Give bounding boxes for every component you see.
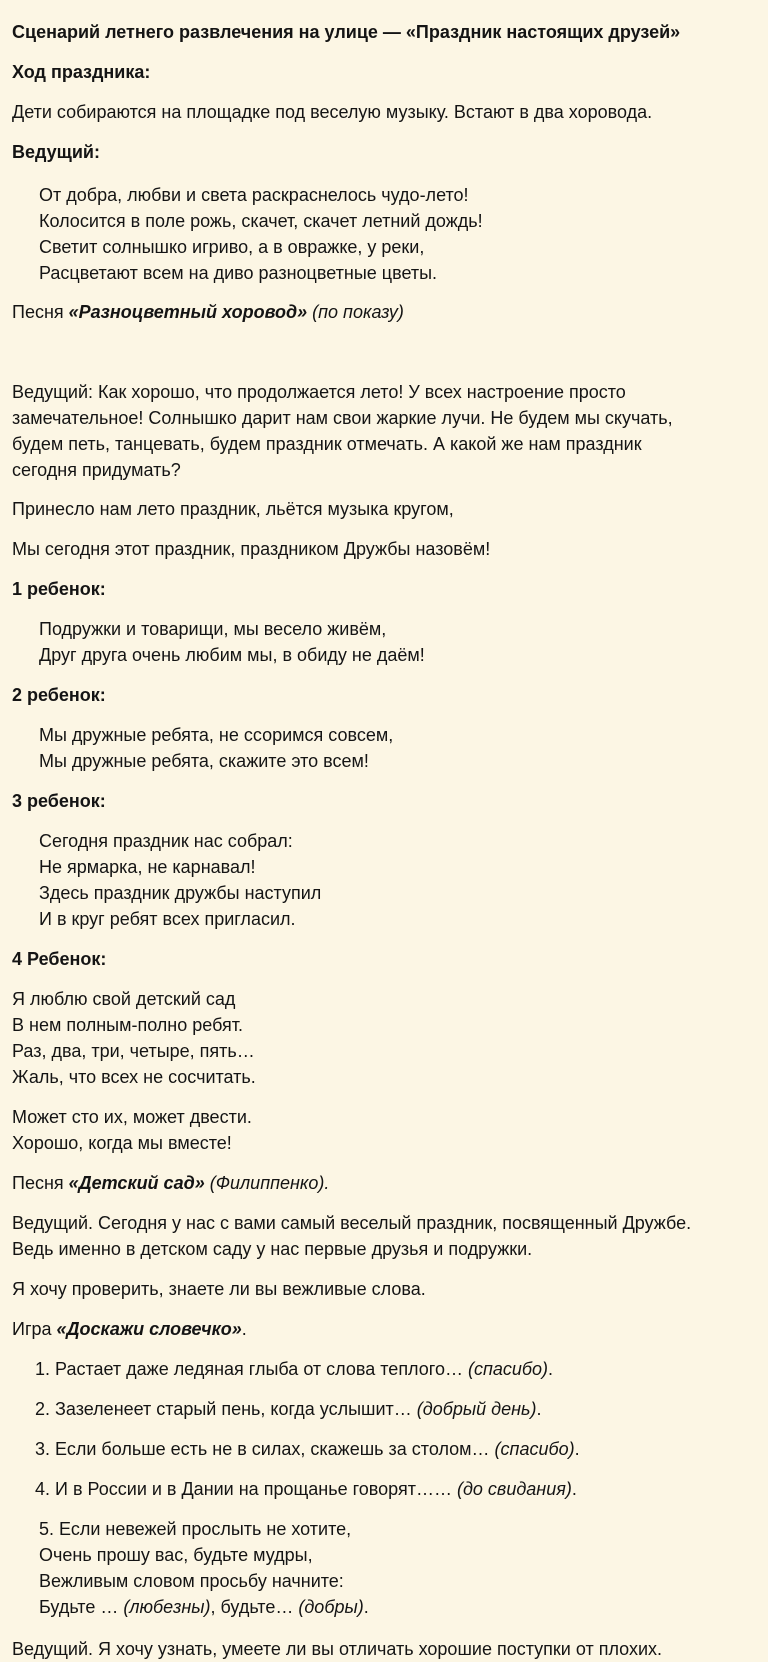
game-suffix: . (241, 1319, 247, 1339)
poem-line: Раз, два, три, четыре, пять… (12, 1041, 255, 1061)
song-note: (по показу) (307, 302, 404, 322)
game-name: «Доскажи словечко» (56, 1319, 242, 1339)
poem-line: В нем полным-полно ребят. (12, 1015, 243, 1035)
poem-line: Вежливым словом просьбу начните: (39, 1571, 344, 1591)
last-line: Ведущий. Я хочу узнать, умеете ли вы отличать хорошие поступки от плохих. (12, 1639, 663, 1659)
poem-line: Расцветают всем на диво разноцветные цветы. (39, 263, 438, 283)
text-part: , будьте… (210, 1597, 299, 1617)
poem-line: Подружки и товарищи, мы весело живём, (39, 619, 387, 639)
list-end: . (574, 1439, 580, 1459)
list-end: . (548, 1359, 554, 1379)
list-answer: (добрый день) (416, 1399, 537, 1419)
intro-text: Дети собираются на площадке под веселую музыку. Встают в два хоровода. (12, 102, 653, 122)
text-line: Принесло нам лето праздник, льётся музыка кругом, (12, 499, 454, 519)
list-item (35, 1476, 577, 1502)
song-note: (Филиппенко). (204, 1173, 330, 1193)
poem-line: От добра, любви и света раскраснелось чудо-лето! (39, 185, 469, 205)
list-answer: (спасибо) (494, 1439, 575, 1459)
speaker-paragraph: Ведь именно в детском саду у нас первые друзья и подружки. (12, 1239, 533, 1259)
song-line (12, 299, 404, 325)
child-label: 1 ребенок: (12, 579, 106, 599)
child-label: 3 ребенок: (12, 791, 106, 811)
speaker-paragraph: Ведущий. Сегодня у нас с вами самый веселый праздник, посвященный Дружбе. (12, 1213, 692, 1233)
list-number: 4. (35, 1479, 51, 1499)
list-text: Зазеленеет старый пень, когда услышит… (55, 1399, 417, 1419)
poem-line: Друг друга очень любим мы, в обиду не даём! (39, 645, 425, 665)
poem-line: 5. Если невежей прослыть не хотите, (39, 1519, 352, 1539)
text-part: . (363, 1597, 369, 1617)
doc-title: Сценарий летнего развлечения на улице — «Праздник настоящих друзей» (12, 22, 681, 42)
game-line (12, 1316, 247, 1342)
poem-line: Жаль, что всех не сосчитать. (12, 1067, 256, 1087)
answer-part: (добры) (298, 1597, 364, 1617)
speaker-paragraph: будем петь, танцевать, будем праздник отмечать. А какой же нам праздник (12, 434, 642, 454)
heading-hod: Ход праздника: (12, 62, 151, 82)
poem-line: Здесь праздник дружбы наступил (39, 883, 322, 903)
list-text: И в России и в Дании на прощанье говорят…… (55, 1479, 457, 1499)
list-number: 3. (35, 1439, 51, 1459)
poem-line: Мы дружные ребята, скажите это всем! (39, 751, 369, 771)
poem-line: Может сто их, может двести. (12, 1107, 252, 1127)
speaker-label: Ведущий: (12, 142, 100, 162)
poem-line: Я люблю свой детский сад (12, 989, 236, 1009)
list-answer: (до свидания) (456, 1479, 572, 1499)
poem-line: Сегодня праздник нас собрал: (39, 831, 293, 851)
song-name: «Детский сад» (68, 1173, 205, 1193)
song-prefix: Песня (12, 302, 69, 322)
text-line: Мы сегодня этот праздник, праздником Дружбы назовём! (12, 539, 491, 559)
list-number: 1. (35, 1359, 51, 1379)
speaker-paragraph: Ведущий: Как хорошо, что продолжается лето! У всех настроение просто (12, 382, 626, 402)
list-text: Если больше есть не в силах, скажешь за столом… (55, 1439, 495, 1459)
list-number: 2. (35, 1399, 51, 1419)
list-item (35, 1396, 541, 1422)
text-part: Будьте … (39, 1597, 124, 1617)
list-end: . (571, 1479, 577, 1499)
list-text: Растает даже ледяная глыба от слова теплого… (55, 1359, 468, 1379)
child-label: 4 Ребенок: (12, 949, 107, 969)
answer-part: (любезны) (123, 1597, 211, 1617)
poem-line: Очень прошу вас, будьте мудры, (39, 1545, 313, 1565)
poem-line: Светит солнышко игриво, а в овражке, у реки, (39, 237, 425, 257)
list-item (35, 1356, 553, 1382)
speaker-paragraph: сегодня придумать? (12, 460, 181, 480)
song-name: «Разноцветный хоровод» (68, 302, 308, 322)
poem-line: И в круг ребят всех пригласил. (39, 909, 296, 929)
song-prefix: Песня (12, 1173, 69, 1193)
poem-line: Не ярмарка, не карнавал! (39, 857, 256, 877)
poem-line: Мы дружные ребята, не ссоримся совсем, (39, 725, 394, 745)
poem-line: Колосится в поле рожь, скачет, скачет летний дождь! (39, 211, 483, 231)
list-item (35, 1436, 580, 1462)
child-label: 2 ребенок: (12, 685, 106, 705)
list-end: . (536, 1399, 542, 1419)
list-answer: (спасибо) (467, 1359, 549, 1379)
song-line (12, 1170, 329, 1196)
poem-line: Хорошо, когда мы вместе! (12, 1133, 232, 1153)
text-line: Я хочу проверить, знаете ли вы вежливые слова. (12, 1279, 426, 1299)
game-prefix: Игра (12, 1319, 57, 1339)
poem-line (39, 1594, 369, 1620)
speaker-paragraph: замечательное! Солнышко дарит нам свои жаркие лучи. Не будем мы скучать, (12, 408, 673, 428)
